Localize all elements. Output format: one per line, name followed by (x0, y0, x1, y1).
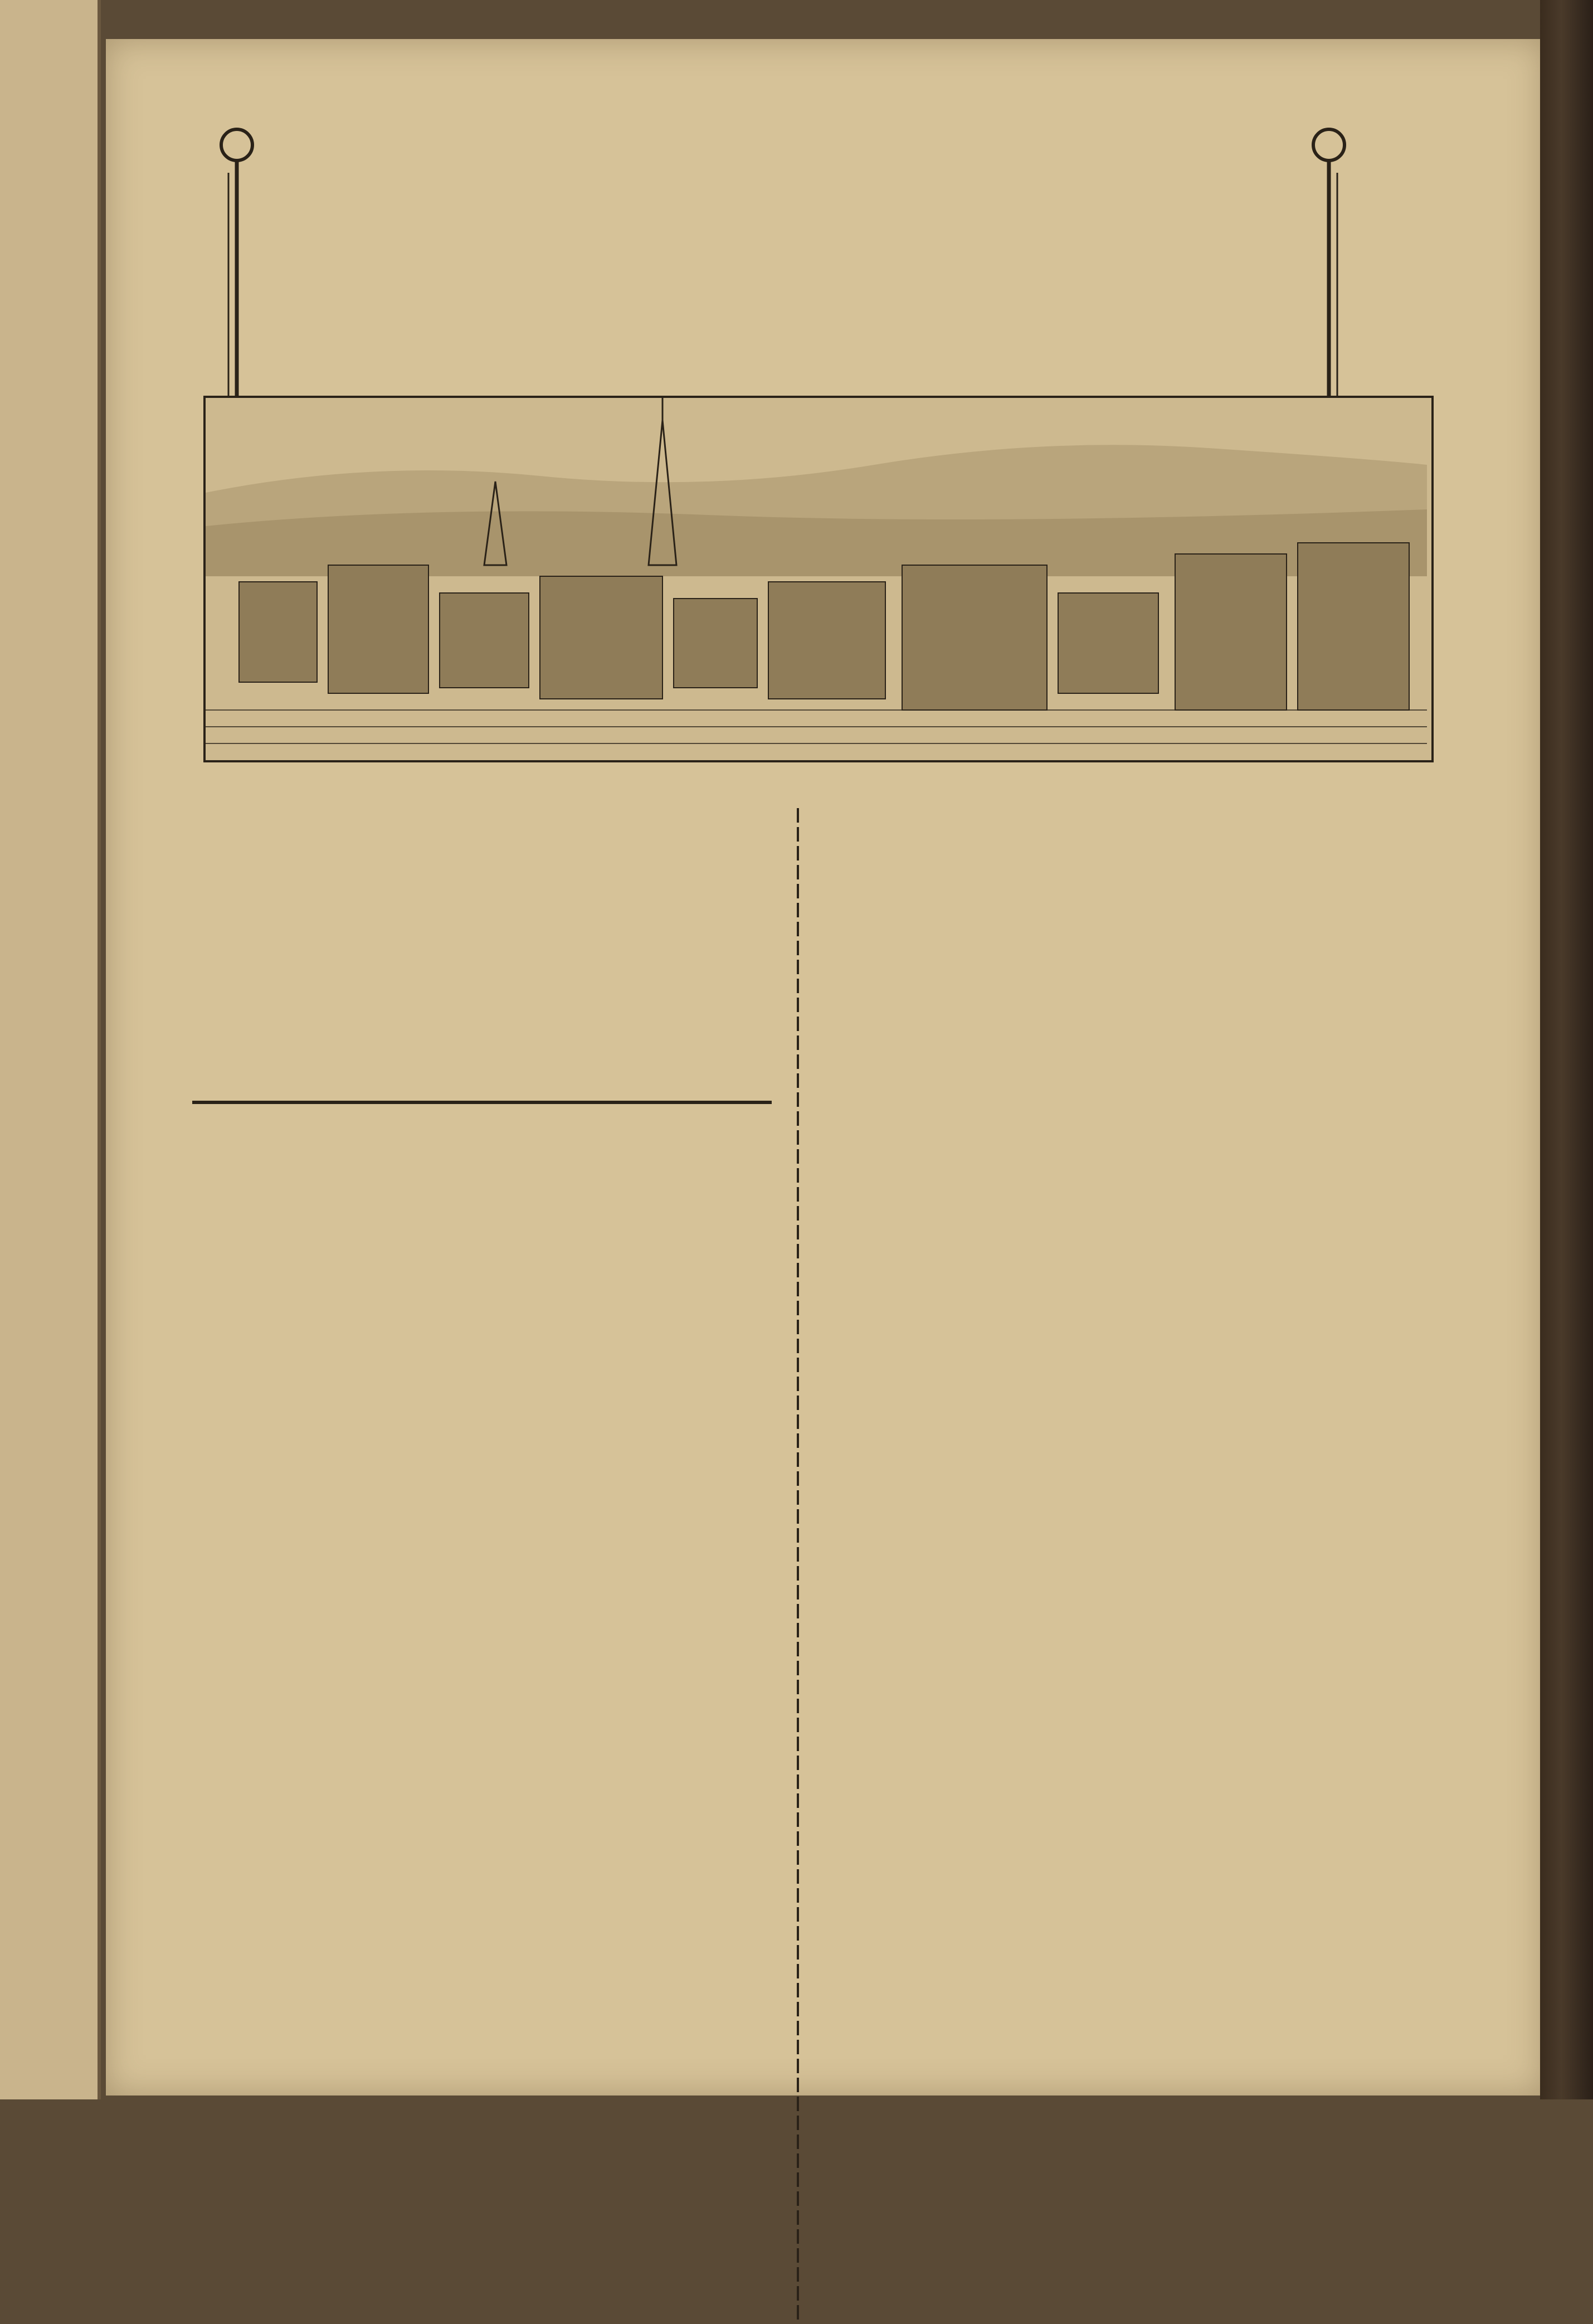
city-panorama-illustration (203, 396, 1434, 762)
section-divider (192, 1101, 772, 1104)
city-panorama-icon (206, 398, 1427, 756)
ornament-left-icon (217, 123, 256, 412)
book-binding-edge (1540, 0, 1593, 2099)
left-page-margin (0, 0, 101, 2099)
column-divider (797, 808, 799, 2324)
ornament-right-icon (1309, 123, 1348, 412)
newspaper-page (106, 39, 1543, 2096)
poem (351, 853, 774, 866)
